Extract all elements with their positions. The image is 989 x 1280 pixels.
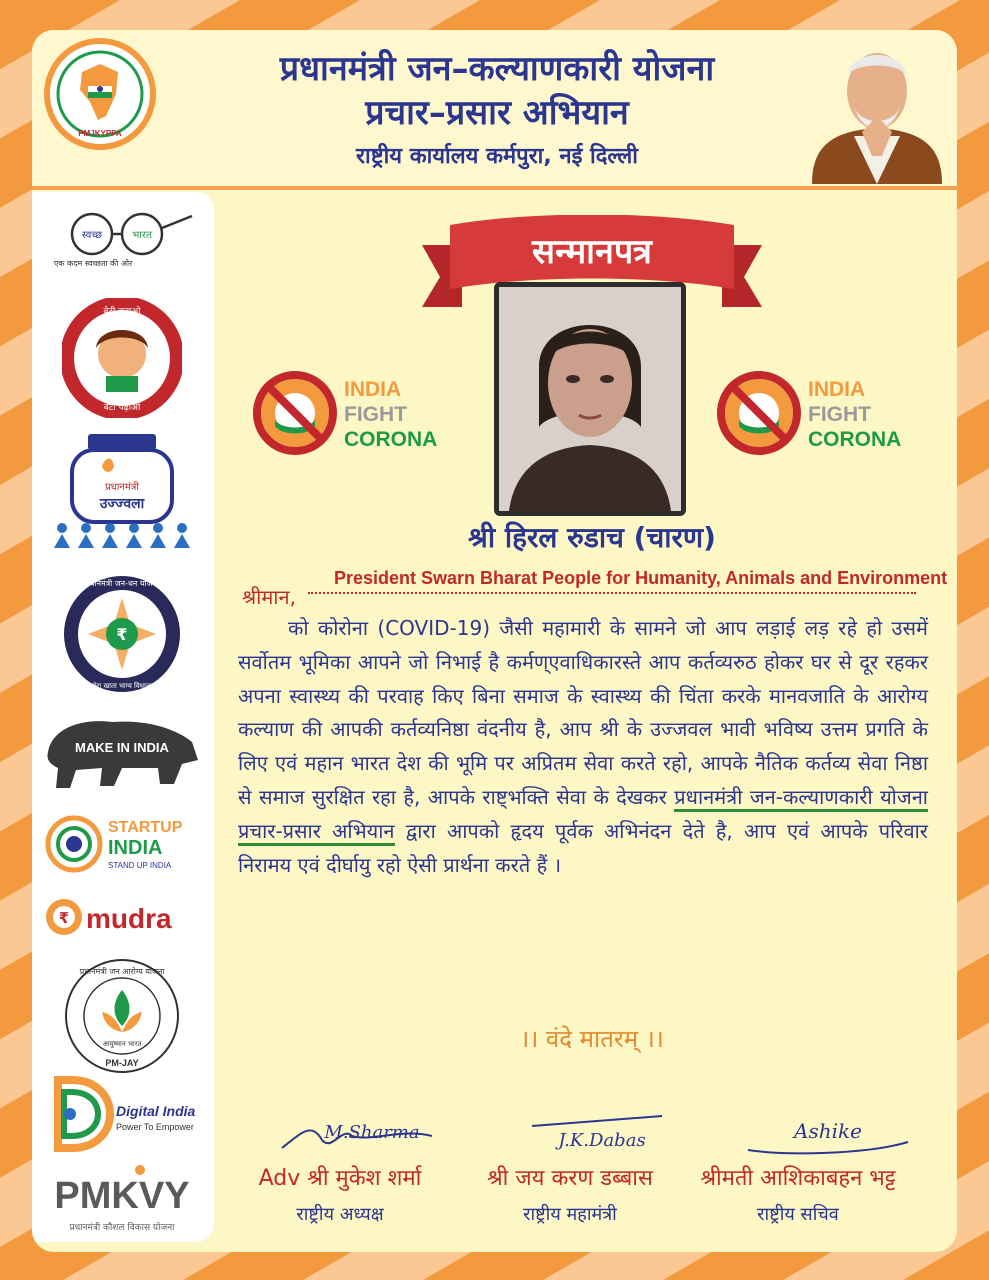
svg-text:मेरा खाता भाग्य विधाता: मेरा खाता भाग्य विधाता [92, 682, 152, 690]
signatory-name: Adv श्री मुकेश शर्मा [258, 1166, 422, 1191]
svg-text:प्रधानमंत्री जन आरोग्य योजना: प्रधानमंत्री जन आरोग्य योजना [79, 967, 165, 976]
signatory-role: राष्ट्रीय सचिव [757, 1204, 839, 1225]
signatory-role: राष्ट्रीय अध्यक्ष [296, 1204, 384, 1225]
make-in-india-logo [42, 712, 202, 792]
no-virus-icon [716, 370, 802, 456]
india-fight-corona-badge: INDIA FIGHT CORONA [252, 370, 462, 460]
header-subtitle: राष्ट्रीय कार्यालय कर्मपुरा, नई दिल्ली [356, 144, 638, 169]
awardee-photo [494, 282, 686, 516]
svg-text:प्रधानमंत्री कौशल विकास योजना: प्रधानमंत्री कौशल विकास योजना [69, 1223, 175, 1233]
svg-text:PMKVY: PMKVY [54, 1175, 190, 1217]
svg-text:₹: ₹ [116, 625, 128, 644]
signatory-name: श्रीमती आशिकाबहन भट्ट [700, 1166, 896, 1191]
svg-text:प्रधानमंत्री: प्रधानमंत्री [104, 482, 140, 493]
dotted-line [308, 592, 916, 594]
svg-text:MAKE IN INDIA: MAKE IN INDIA [75, 740, 169, 755]
signatory-name: श्री जय करण डब्बास [487, 1166, 653, 1191]
header [32, 30, 957, 190]
svg-text:PMJKYPPA: PMJKYPPA [78, 129, 122, 138]
digital-india-logo [42, 1072, 202, 1152]
vande-mataram: ।। वंदे मातरम् ।। [520, 1025, 664, 1053]
svg-text:बेटी बचाओ: बेटी बचाओ [103, 307, 141, 317]
awardee-designation: President Swarn Bharat People for Humanity, Animals and Environment [334, 568, 948, 588]
svg-text:STARTUP: STARTUP [108, 819, 183, 836]
certificate-body [238, 612, 928, 882]
swachh-bharat-logo [42, 208, 202, 270]
ribbon-title: सन्मानपत्र [532, 232, 652, 272]
svg-text:एक कदम स्वच्छता की ओर: एक कदम स्वच्छता की ओर [54, 259, 133, 268]
mudra-logo [42, 892, 202, 942]
beti-bachao-logo [62, 298, 182, 418]
body-text-part1: को कोरोना (COVID-19) जैसी महामारी के सामने जो आप लड़ाई लड़ रहे हो उसमें सर्वोतम भूमिका आपने जो निभाई है कर्मण्एवाधिकारस्ते आप कर्तव्यरुठ होकर घर से दूर रहकर अपना स्वास्थ्य की परवाह किए बिना समाज के स्वास्थ्य की चिंता करके मानवजाति के आरोग्य कल्याण की आपकी कर्तव्यनिष्ठा वंदनीय है, आप श्री के उज्जवल भावी भविष्य उत्तम प्रगति के लिए एवं महान भारत देश की भूमि पर अप्रितम सेवा करते रहो, आपके नैतिक कर्तव्य सेवा निष्ठा से समाज सुरक्षित रहा है, आपके राष्ट्भक्ति सेवा के देखकर [238, 616, 928, 809]
jan-dhan-logo [60, 572, 184, 696]
signatory-role: राष्ट्रीय महामंत्री [523, 1204, 617, 1225]
scheme-logos-sidebar [32, 192, 214, 1242]
svg-text:Digital India: Digital India [116, 1103, 196, 1119]
svg-text:भारत: भारत [132, 230, 152, 241]
svg-text:mudra: mudra [86, 903, 172, 934]
body-text-part2: द्वारा आपको हृदय पूर्वक अभिनंदन देते है, आप एवं आपके परिवार निरामय एवं दीर्घायु रहो ऐसी प्रार्थना करते हैं । [238, 818, 928, 877]
signature-2 [472, 1102, 732, 1162]
no-virus-icon [252, 370, 338, 456]
signature-1 [242, 1102, 502, 1162]
body-highlight: प्रधानमंत्री जन-कल्याणकारी योजना प्रचार-प्रसार अभियान [238, 785, 928, 846]
signature-3 [698, 1102, 957, 1162]
svg-text:STAND UP INDIA: STAND UP INDIA [108, 861, 172, 870]
svg-text:Power To Empower: Power To Empower [116, 1122, 194, 1132]
header-title-line2: प्रचार–प्रसार अभियान [365, 93, 629, 133]
startup-india-logo [42, 810, 202, 876]
pm-jay-logo [62, 956, 182, 1076]
svg-text:₹: ₹ [58, 909, 70, 927]
svg-text:Ashike: Ashike [794, 1119, 862, 1143]
salutation: श्रीमान, [242, 585, 296, 609]
organization-logo [44, 38, 156, 150]
prime-minister-photo [802, 36, 952, 184]
header-title-line1: प्रधानमंत्री जन–कल्याणकारी योजना [279, 49, 715, 89]
svg-text:INDIA: INDIA [108, 837, 163, 859]
pmkvy-logo [42, 1162, 202, 1238]
india-fight-corona-badge: INDIA FIGHT CORONA [716, 370, 926, 460]
certificate-card [32, 30, 957, 1252]
ujjwala-logo [42, 430, 202, 550]
svg-text:PM-JAY: PM-JAY [105, 1058, 139, 1068]
awardee-name: श्री हिरल रुडाच (चारण) [468, 521, 716, 554]
svg-text:उज्ज्वला: उज्ज्वला [99, 496, 145, 512]
svg-text:M.Sharma: M.Sharma [324, 1122, 420, 1143]
svg-text:प्रधानमंत्री जन-धन योजना: प्रधानमंत्री जन-धन योजना [84, 579, 160, 588]
svg-text:आयुष्मान भारत: आयुष्मान भारत [102, 1040, 142, 1048]
svg-text:बेटी पढ़ाओ: बेटी पढ़ाओ [103, 403, 141, 413]
svg-text:स्वच्छ: स्वच्छ [81, 230, 103, 241]
svg-text:J.K.Dabas: J.K.Dabas [558, 1130, 646, 1151]
